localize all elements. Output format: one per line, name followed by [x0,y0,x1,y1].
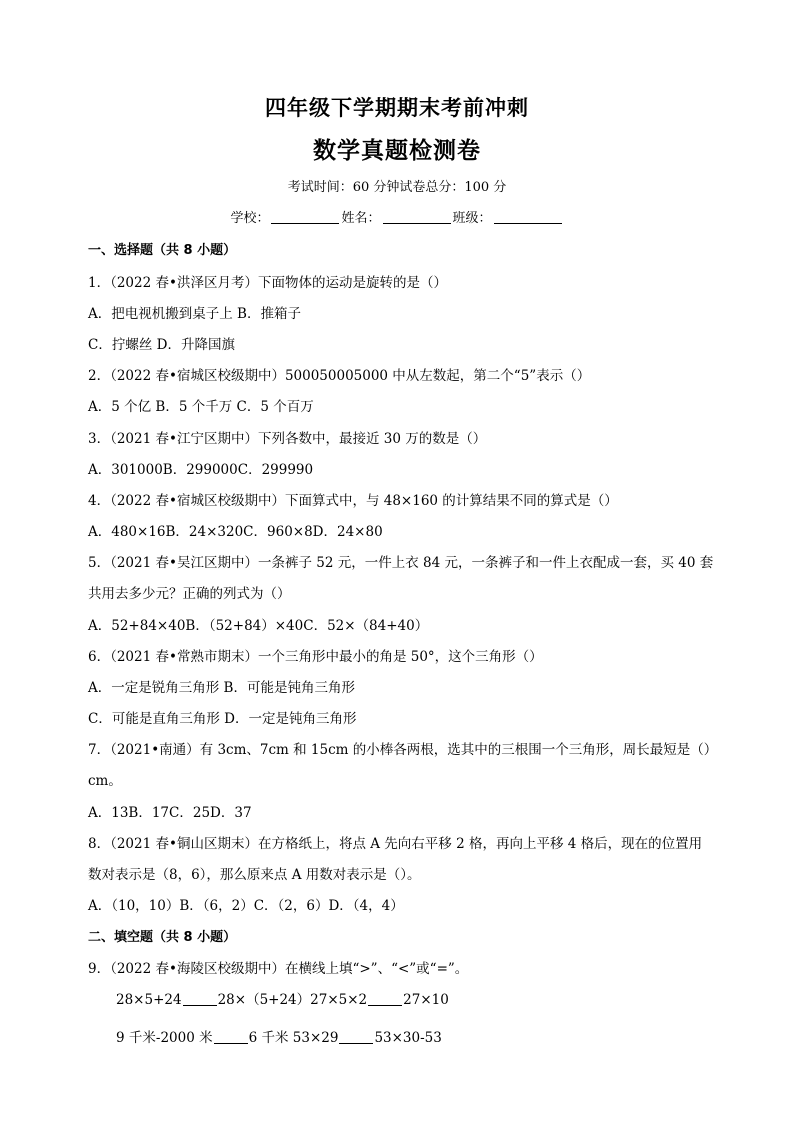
class-blank [494,210,562,224]
exam-title: 四年级下学期期末考前冲刺 [265,96,529,120]
q9-blank-3[interactable] [214,1031,248,1044]
q7-stem-cont: cm。 [88,773,122,789]
exam-info: 考试时间：60 分钟试卷总分：100 分 [287,180,507,195]
q9-r1-mid: 28×（5+24）27×5×2 [217,992,368,1008]
q5-options: A．52+84×40B．（52+84）×40C．52×（84+40） [88,618,429,634]
student-info-row [0,207,794,226]
section-choice-title: 一、选择题（共 8 小题） [88,243,237,258]
q6-options-1: A．一定是锐角三角形 B．可能是钝角三角形 [88,680,355,696]
q1-stem: 1．（2022 春•洪泽区月考）下面物体的运动是旋转的是（） [88,275,447,291]
name-blank [383,210,451,224]
q6-stem: 6．（2021 春•常熟市期末）一个三角形中最小的角是 50°，这个三角形（） [88,649,543,665]
q4-options: A．480×16B．24×320C．960×8D．24×80 [88,524,383,540]
q9-blank-1[interactable] [183,993,217,1006]
q7-stem: 7．（2021•南通）有 3cm、7cm 和 15cm 的小棒各两根，选其中的三根围一个三角形，周长最短是（） [88,742,718,758]
q7-options: A．13B．17C．25D．37 [88,805,252,821]
class-label: 班级： [452,211,492,226]
q9-row-1 [116,988,449,1008]
section-fill-title: 二、填空题（共 8 小题） [88,930,237,945]
q8-stem-cont: 数对表示是（8，6），那么原来点 A 用数对表示是（）。 [88,867,421,883]
q3-options: A．301000B．299000C．299990 [88,462,314,478]
q2-options: A．5 个亿 B．5 个千万 C．5 个百万 [88,399,314,415]
q9-r1-left: 28×5+24 [116,992,182,1008]
q9-r2-left: 9 千米-2000 米 [116,1030,213,1046]
q5-stem: 5．（2021 春•吴江区期中）一条裤子 52 元，一件上衣 84 元，一条裤子和一件上衣配成一套，买 40 套 [88,555,714,571]
q2-stem: 2．（2022 春•宿城区校级期中）500050005000 中从左数起，第二个“5”表示（） [88,368,591,384]
q8-options: A．（10，10）B．（6，2）C．（2，6）D．（4，4） [88,898,404,914]
q9-blank-2[interactable] [368,993,402,1006]
q4-stem: 4．（2022 春•宿城区校级期中）下面算式中，与 48×160 的计算结果不同的算式是（） [88,493,618,509]
q8-stem: 8．（2021 春•铜山区期末）在方格纸上，将点 A 先向右平移 2 格，再向上平移 4 格后，现在的位置用 [88,836,703,852]
q1-options-2: C．拧螺丝 D．升降国旗 [88,337,235,353]
q9-stem: 9．（2022 春•海陵区校级期中）在横线上填“>”、“<”或“=”。 [88,961,469,977]
q9-blank-4[interactable] [339,1031,373,1044]
q9-row-2 [116,1026,442,1046]
name-label: 姓名： [341,211,381,226]
q9-r1-right: 27×10 [403,992,449,1008]
school-label: 学校： [230,211,270,226]
q9-r2-mid: 6 千米 53×29 [248,1030,339,1046]
q3-stem: 3．（2021 春•江宁区期中）下列各数中，最接近 30 万的数是（） [88,431,487,447]
q6-options-2: C．可能是直角三角形 D．一定是钝角三角形 [88,711,357,727]
q5-stem-cont: 共用去多少元？正确的列式为（） [88,586,291,602]
exam-subtitle: 数学真题检测卷 [313,138,481,164]
q9-r2-right: 53×30-53 [374,1030,442,1046]
q1-options-1: A．把电视机搬到桌子上 B．推箱子 [88,306,301,322]
school-blank [271,210,339,224]
